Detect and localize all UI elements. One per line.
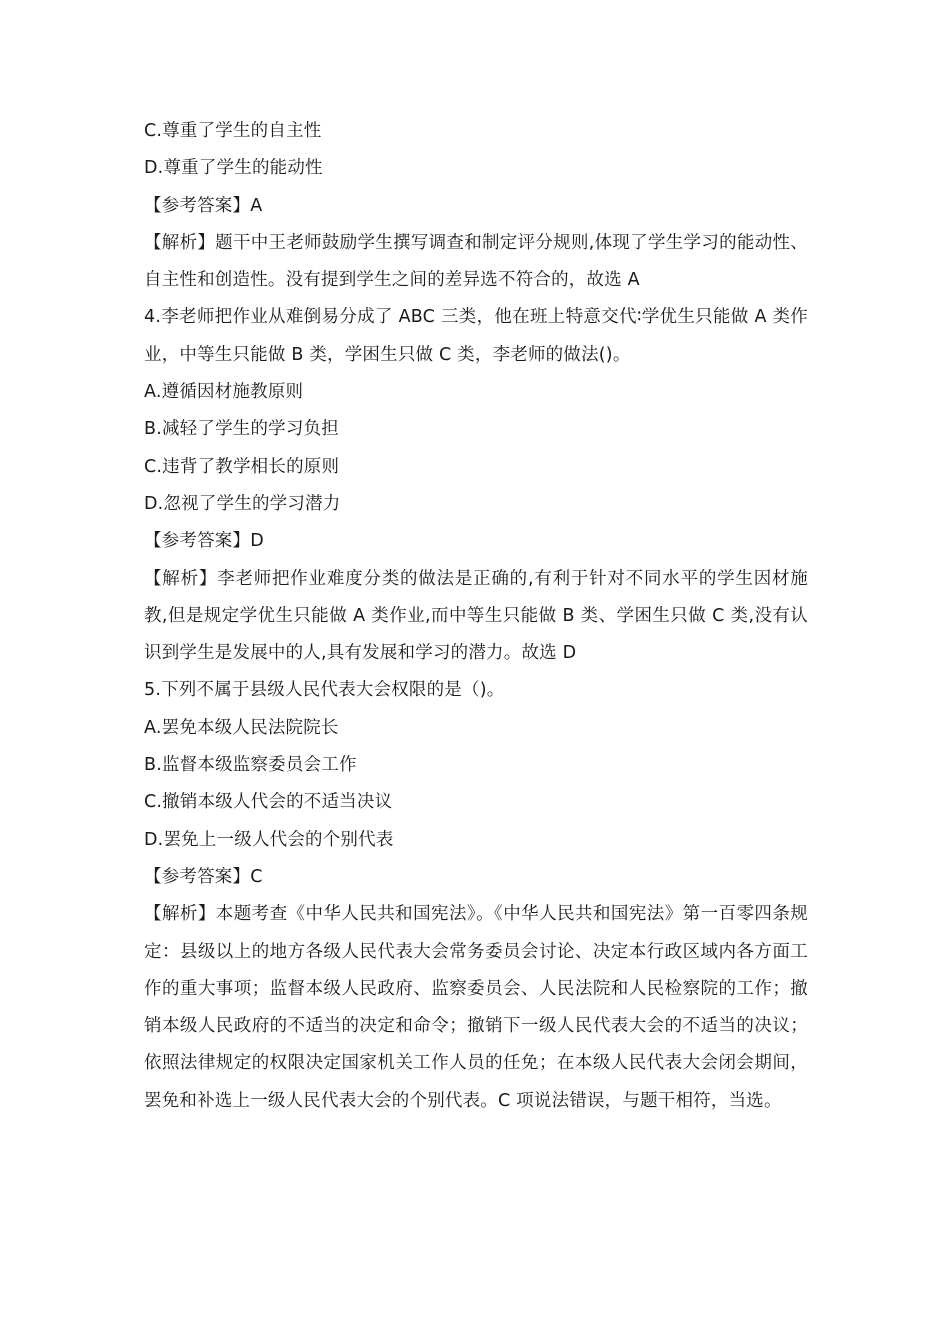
q4-option-b: B.减轻了学生的学习负担 xyxy=(144,419,339,440)
q5-option-b: B.监督本级监察委员会工作 xyxy=(144,755,357,776)
q3-answer: 【参考答案】A xyxy=(144,195,263,216)
q5-option-c: C.撤销本级人代会的不适当决议 xyxy=(144,792,393,813)
q5-answer: 【参考答案】C xyxy=(144,866,263,887)
q5-option-d: D.罢免上一级人代会的个别代表 xyxy=(144,829,394,850)
q4-option-c: C.违背了教学相长的原则 xyxy=(144,456,340,477)
document-body xyxy=(144,113,808,1120)
q4-analysis: 【解析】李老师把作业难度分类的做法是正确的,有利于针对不同水平的学生因材施教,但是规定学优生只能做 A 类作业,而中等生只能做 B 类、学困生只做 C 类,没有认识到学生是发展中的人,具有发展和学习的潜力。故选 D xyxy=(144,568,808,664)
q4-answer: 【参考答案】D xyxy=(144,531,264,552)
q4-option-d: D.忽视了学生的学习潜力 xyxy=(144,493,341,514)
q5-stem: 5.下列不属于县级人民代表大会权限的是（)。 xyxy=(144,680,505,701)
q3-option-d: D.尊重了学生的能动性 xyxy=(144,158,323,179)
q3-option-c: C.尊重了学生的自主性 xyxy=(144,121,322,141)
q3-analysis: 【解析】题干中王老师鼓励学生撰写调查和制定评分规则,体现了学生学习的能动性、自主性和创造性。没有提到学生之间的差异选不符合的，故选 A xyxy=(144,232,808,291)
q5-option-a: A.罢免本级人民法院院长 xyxy=(144,717,339,738)
q4-stem: 4.李老师把作业从难倒易分成了 ABC 三类，他在班上特意交代∶学优生只能做 A 类作业，中等生只能做 B 类，学困生只做 C 类，李老师的做法()。 xyxy=(144,307,808,365)
q5-analysis: 【解析】本题考查《中华人民共和国宪法》。《中华人民共和国宪法》第一百零四条规定：县级以上的地方各级人民代表大会常务委员会讨论、决定本行政区域内各方面工作的重大事项；监督本级人民政府、监察委员会、人民法院和人民检察院的工作；撤销本级人民政府的不适当的决定和命令；撤销下一级人民代表大会的不适当的决议；依照法律规定的权限决定国家机关工作人员的任免；在本级人民代表大会闭会期间，罢免和补选上一级人民代表大会的个别代表。C 项说法错误，与题干相符，当选。 xyxy=(144,904,808,1111)
q4-option-a: A.遵循因材施教原则 xyxy=(144,382,304,403)
